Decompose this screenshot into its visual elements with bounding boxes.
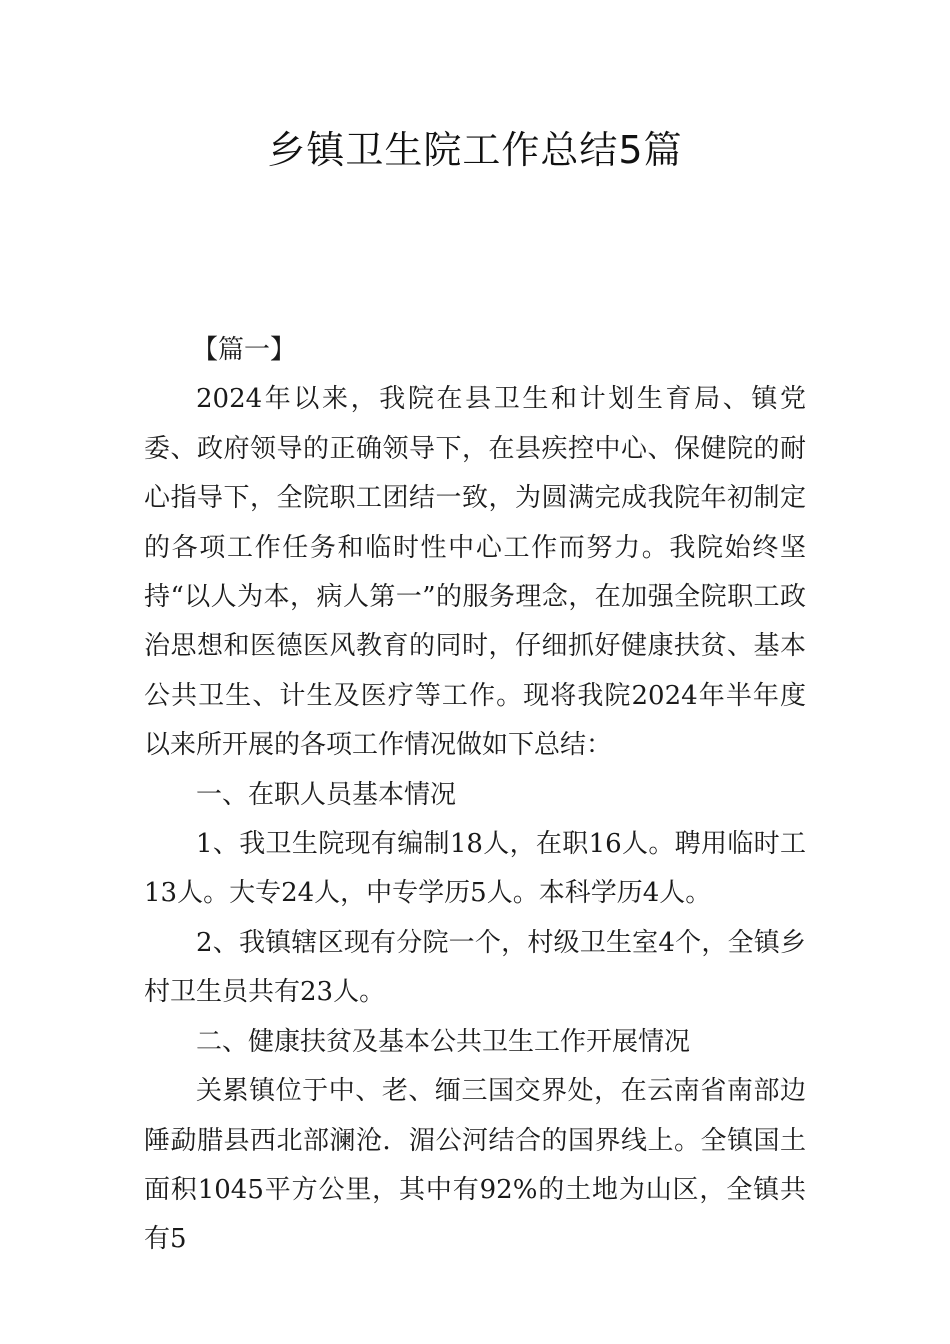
document-body — [144, 326, 806, 1265]
document-title: 乡镇卫生院工作总结5篇 — [267, 128, 683, 172]
staff-paragraph-2: 2、我镇辖区现有分院一个，村级卫生室4个，全镇乡村卫生员共有23人。 — [144, 927, 806, 1008]
section-heading-staff: 一、在职人员基本情况 — [196, 779, 457, 810]
intro-paragraph: 2024年以来，我院在县卫生和计划生育局、镇党委、政府领导的正确领导下，在县疾控中心、保健院的耐心指导下，全院职工团结一致，为圆满完成我院年初制定的各项工作任务和临时性中心工作而努力。我院始终坚持“以人为本，病人第一”的服务理念，在加强全院职工政治思想和医德医风教育的同时，仔细抓好健康扶贫、基本公共卫生、计生及医疗等工作。现将我院2024年半年度以来所开展的各项工作情况做如下总结： — [144, 384, 806, 761]
town-description-paragraph: 关累镇位于中、老、缅三国交界处，在云南省南部边陲勐腊县西北部澜沧．湄公河结合的国界线上。全镇国土面积1045平方公里，其中有92%的土地为山区，全镇共有5 — [144, 1076, 806, 1255]
section-heading-part-one: 【篇一】 — [192, 335, 297, 365]
staff-paragraph-1: 1、我卫生院现有编制18人，在职16人。聘用临时工13人。大专24人，中专学历5人。本科学历4人。 — [144, 829, 806, 909]
section-heading-health: 二、健康扶贫及基本公共卫生工作开展情况 — [196, 1026, 691, 1057]
